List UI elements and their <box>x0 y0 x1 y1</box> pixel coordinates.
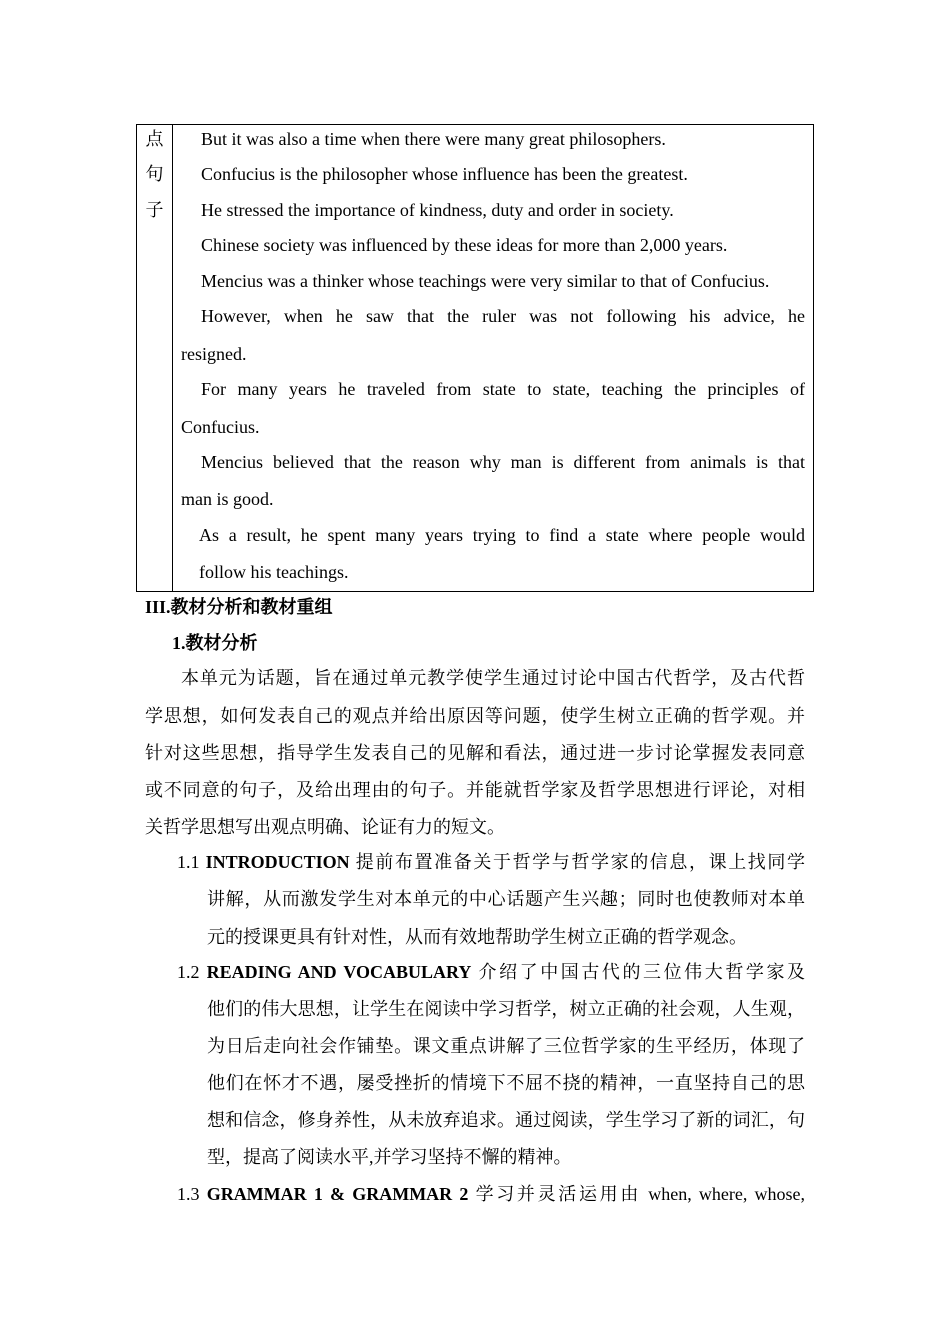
section-heading: III.教材分析和教材重组 <box>145 597 333 617</box>
item-1-1 <box>177 851 805 873</box>
item-line: 他们在怀才不遇，屡受挫折的情境下不屈不挠的精神，一直坚持自己的思 <box>207 1073 805 1093</box>
intro-line: 针对这些思想，指导学生发表自己的见解和看法，通过进一步讨论掌握发表同意 <box>145 743 805 763</box>
sentence-line: Confucius is the philosopher whose influence has been the greatest. <box>201 164 688 184</box>
key-sentences-table <box>136 124 814 592</box>
sentence-line: He stressed the importance of kindness, duty and order in society. <box>201 200 674 220</box>
item-title: READING AND VOCABULARY <box>206 962 472 982</box>
label-char: 点 <box>145 129 164 149</box>
sentence-line: Chinese society was influenced by these ideas for more than 2,000 years. <box>201 235 728 255</box>
item-line: 元的授课更具有针对性，从而有效地帮助学生树立正确的哲学观念。 <box>207 927 747 947</box>
intro-line: 本单元为话题，旨在通过单元教学使学生通过讨论中国古代哲学，及古代哲 <box>181 668 805 688</box>
label-char: 子 <box>145 200 164 220</box>
item-1-2 <box>177 961 805 983</box>
item-1-3 <box>177 1183 805 1205</box>
sub-heading: 1.教材分析 <box>172 633 258 653</box>
sentence-line: But it was also a time when there were many great philosophers. <box>201 129 666 149</box>
item-number: 1.1 <box>177 852 200 872</box>
item-number: 1.3 <box>177 1184 200 1204</box>
item-line: 他们的伟大思想，让学生在阅读中学习哲学，树立正确的社会观，人生观， <box>207 999 805 1019</box>
item-text: 学习并灵活运用由 when, where, whose, <box>475 1184 806 1204</box>
sentence-line: Mencius was a thinker whose teachings were very similar to that of Confucius. <box>201 271 770 291</box>
item-line: 为日后走向社会作铺垫。课文重点讲解了三位哲学家的生平经历，体现了 <box>207 1036 805 1056</box>
item-title: GRAMMAR 1 & GRAMMAR 2 <box>206 1184 469 1204</box>
intro-line: 或不同意的句子，及给出理由的句子。并能就哲学家及哲学思想进行评论，对相 <box>145 780 805 800</box>
item-line: 型，提高了阅读水平,并学习坚持不懈的精神。 <box>207 1147 572 1167</box>
sentence-line: For many years he traveled from state to state, teaching the principles of <box>201 379 805 399</box>
sentence-line: However, when he saw that the ruler was not following his advice, he <box>201 306 805 326</box>
intro-line: 关哲学思想写出观点明确、论证有力的短文。 <box>145 817 505 837</box>
intro-line: 学思想，如何发表自己的观点并给出原因等问题，使学生树立正确的哲学观。并 <box>145 706 805 726</box>
sentence-line: Mencius believed that the reason why man is different from animals is that <box>201 452 805 472</box>
column-divider <box>172 125 173 591</box>
item-text: 提前布置准备关于哲学与哲学家的信息，课上找同学 <box>355 852 806 872</box>
sentence-line: resigned. <box>181 344 247 364</box>
label-char: 句 <box>145 164 164 184</box>
sentence-line: As a result, he spent many years trying to find a state where people would <box>199 525 805 545</box>
item-number: 1.2 <box>177 962 200 982</box>
item-line: 讲解，从而激发学生对本单元的中心话题产生兴趣；同时也使教师对本单 <box>207 889 805 909</box>
sentence-line: man is good. <box>181 489 274 509</box>
item-title: INTRODUCTION <box>205 852 350 872</box>
sentence-line: Confucius. <box>181 417 260 437</box>
item-line: 想和信念，修身养性，从未放弃追求。通过阅读，学生学习了新的词汇，句 <box>207 1110 805 1130</box>
item-text: 介绍了中国古代的三位伟大哲学家及 <box>478 962 806 982</box>
sentence-line: follow his teachings. <box>199 562 349 582</box>
